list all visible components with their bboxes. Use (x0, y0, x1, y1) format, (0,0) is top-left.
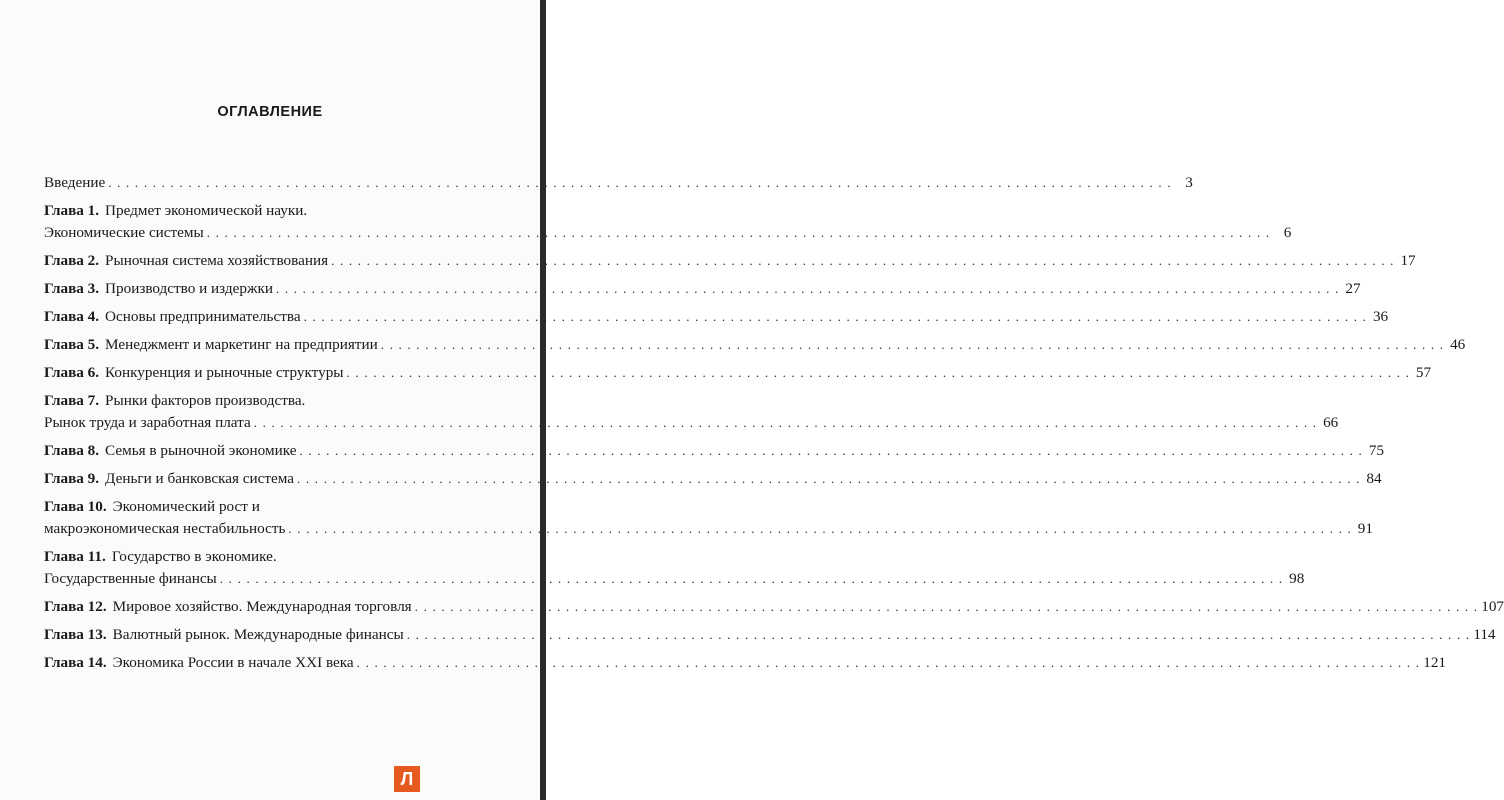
toc-line (44, 250, 1416, 272)
dot-leader: . . . . . . . . . . . . . . . . . . . . . . . . . . . . . . . . . . . . . . . . . . . . . . . . . . . . . . . . . . . . . . . . . . . . . . . . . . . . . . . . . . . . . . . . . . . . . . . . . . . . . . . . . . . . . . . . . . . . . . . . (206, 225, 1271, 240)
entry-title: Государственные финансы (44, 570, 217, 587)
dot-leader: . . . . . . . . . . . . . . . . . . . . . . . . . . . . . . . . . . . . . . . . . . . . . . . . . . . . . . . . . . . . . . . . . . . . . . . . . . . . . . . . . . . . . . . . . . . . . . . . . . . . . . . . . . . . . . . . . . . . . . . . (253, 415, 1318, 430)
toc-line (44, 306, 1389, 328)
entry-title: макроэкономическая нестабильность (44, 520, 286, 537)
page-number: 114 (1473, 626, 1496, 643)
entry-title: Рынок труда и заработная плата (44, 414, 251, 431)
toc-entry (44, 468, 1382, 490)
dot-leader: . . . . . . . . . . . . . . . . . . . . . . . . . . . . . . . . . . . . . . . . . . . . . . . . . . . . . . . . . . . . . . . . . . . . . . . . . . . . . . . . . . . . . . . . . . . . . . . . . . . . . . . . . . . . . . . . . . . . . . . . (275, 281, 1340, 296)
entry-title: Деньги и банковская система (105, 470, 294, 487)
toc-entry (44, 652, 1447, 674)
toc-line (44, 334, 1466, 356)
dot-leader: . . . . . . . . . . . . . . . . . . . . . . . . . . . . . . . . . . . . . . . . . . . . . . . . . . . . . . . . . . . . . . . . . . . . . . . . . . . . . . . . . . . . . . . . . . . . . . . . . . . . . . . . . . . . . . . . . . . . . . . . (356, 655, 1421, 670)
chapter-label: Глава 3. (44, 280, 100, 297)
page-number: 66 (1323, 414, 1339, 431)
toc-line (44, 390, 502, 412)
toc-entry (44, 250, 1416, 272)
chapter-label: Глава 4. (44, 308, 100, 325)
page-number: 84 (1366, 470, 1382, 487)
dot-leader: . . . . . . . . . . . . . . . . . . . . . . . . . . . . . . . . . . . . . . . . . . . . . . . . . . . . . . . . . . . . . . . . . . . . . . . . . . . . . . . . . . . . . . . . . . . . . . . . . . . . . . . . . . . . . . . . . . . . . . . . (414, 599, 1479, 614)
chapter-label: Глава 7. (44, 392, 100, 409)
page-number: 3 (1185, 174, 1193, 191)
toc-line (44, 546, 502, 568)
entry-title: Экономический рост и (112, 498, 260, 515)
toc-line (44, 412, 1339, 434)
toc-entry (44, 334, 1466, 356)
chapter-label: Глава 13. (44, 626, 107, 643)
chapter-label: Глава 12. (44, 598, 107, 615)
toc-entry (44, 390, 1339, 434)
toc-line (44, 222, 1292, 244)
dot-leader: . . . . . . . . . . . . . . . . . . . . . . . . . . . . . . . . . . . . . . . . . . . . . . . . . . . . . . . . . . . . . . . . . . . . . . . . . . . . . . . . . . . . . . . . . . . . . . . . . . . . . . . . . . . . . . . . . . . . . . . . (297, 471, 1361, 486)
entry-title: Валютный рынок. Международные финансы (112, 626, 404, 643)
toc-line (44, 624, 1496, 646)
dot-leader: . . . . . . . . . . . . . . . . . . . . . . . . . . . . . . . . . . . . . . . . . . . . . . . . . . . . . . . . . . . . . . . . . . . . . . . . . . . . . . . . . . . . . . . . . . . . . . . . . . . . . . . . . . . . . . . . . . . . . . . . (346, 365, 1411, 380)
entry-title: Рынки факторов производства. (105, 392, 306, 409)
toc-line (44, 496, 502, 518)
toc-line (44, 200, 502, 222)
page-number: 121 (1423, 654, 1447, 671)
chapter-label: Глава 9. (44, 470, 100, 487)
entry-title: Экономические системы (44, 224, 204, 241)
entry-title: Основы предпринимательства (105, 308, 301, 325)
toc-line (44, 440, 1384, 462)
page-number: 46 (1450, 336, 1466, 353)
chapter-label: Глава 5. (44, 336, 100, 353)
page-number: 98 (1289, 570, 1305, 587)
toc-entry (44, 496, 1373, 540)
entry-title: Экономика России в начале XXI века (112, 654, 354, 671)
toc-line (44, 278, 1361, 300)
entry-title: Производство и издержки (105, 280, 273, 297)
toc-entry (44, 624, 1496, 646)
entry-title: Рыночная система хозяйствования (105, 252, 329, 269)
chapter-label: Глава 14. (44, 654, 107, 671)
toc-entry (44, 440, 1384, 462)
toc-line (44, 596, 1504, 618)
entry-title: Конкуренция и рыночные структуры (105, 364, 344, 381)
toc-entry (44, 362, 1432, 384)
toc-line (44, 362, 1432, 384)
labirint-logo-icon: Л (394, 766, 420, 792)
page-number: 27 (1345, 280, 1361, 297)
chapter-label: Глава 2. (44, 252, 100, 269)
page-number: 91 (1357, 520, 1373, 537)
toc-entry (44, 200, 1292, 244)
dot-leader: . . . . . . . . . . . . . . . . . . . . . . . . . . . . . . . . . . . . . . . . . . . . . . . . . . . . . . . . . . . . . . . . . . . . . . . . . . . . . . . . . . . . . . . . . . . . . . . . . . . . . . . . . . . . . . . . . . . . . . . . (108, 175, 1172, 190)
toc-line (44, 172, 1193, 194)
page-number: 6 (1283, 224, 1292, 241)
page-number: 57 (1415, 364, 1432, 381)
page-number: 36 (1372, 308, 1389, 325)
entry-title: Предмет экономической науки. (105, 202, 308, 219)
toc-line (44, 568, 1305, 590)
entry-title: Введение (44, 174, 106, 191)
dot-leader: . . . . . . . . . . . . . . . . . . . . . . . . . . . . . . . . . . . . . . . . . . . . . . . . . . . . . . . . . . . . . . . . . . . . . . . . . . . . . . . . . . . . . . . . . . . . . . . . . . . . . . . . . . . . . . . . . . . . . . . . (303, 309, 1368, 324)
page-number: 17 (1400, 252, 1416, 269)
dot-leader: . . . . . . . . . . . . . . . . . . . . . . . . . . . . . . . . . . . . . . . . . . . . . . . . . . . . . . . . . . . . . . . . . . . . . . . . . . . . . . . . . . . . . . . . . . . . . . . . . . . . . . . . . . . . . . . . . . . . . . . . (406, 627, 1471, 642)
dot-leader: . . . . . . . . . . . . . . . . . . . . . . . . . . . . . . . . . . . . . . . . . . . . . . . . . . . . . . . . . . . . . . . . . . . . . . . . . . . . . . . . . . . . . . . . . . . . . . . . . . . . . . . . . . . . . . . . . . . . . . . . (219, 571, 1284, 586)
entry-title: Мировое хозяйство. Международная торговля (112, 598, 412, 615)
entry-title: Семья в рыночной экономике (105, 442, 297, 459)
entry-title: Государство в экономике. (111, 548, 277, 565)
entry-title: Менеджмент и маркетинг на предприятии (105, 336, 378, 353)
toc-entry (44, 278, 1361, 300)
dot-leader: . . . . . . . . . . . . . . . . . . . . . . . . . . . . . . . . . . . . . . . . . . . . . . . . . . . . . . . . . . . . . . . . . . . . . . . . . . . . . . . . . . . . . . . . . . . . . . . . . . . . . . . . . . . . . . . . . . . . . . . . (288, 521, 1352, 536)
toc-entry (44, 172, 1193, 194)
chapter-label: Глава 1. (44, 202, 100, 219)
toc-entry (44, 306, 1389, 328)
page-number: 75 (1368, 442, 1384, 459)
chapter-label: Глава 8. (44, 442, 100, 459)
page-number: 107 (1481, 598, 1504, 615)
dot-leader: . . . . . . . . . . . . . . . . . . . . . . . . . . . . . . . . . . . . . . . . . . . . . . . . . . . . . . . . . . . . . . . . . . . . . . . . . . . . . . . . . . . . . . . . . . . . . . . . . . . . . . . . . . . . . . . . . . . . . . . . (331, 253, 1395, 268)
toc-heading: ОГЛАВЛЕНИЕ (217, 104, 323, 120)
chapter-label: Глава 6. (44, 364, 100, 381)
toc-entry (44, 596, 1504, 618)
toc-line (44, 652, 1447, 674)
dot-leader: . . . . . . . . . . . . . . . . . . . . . . . . . . . . . . . . . . . . . . . . . . . . . . . . . . . . . . . . . . . . . . . . . . . . . . . . . . . . . . . . . . . . . . . . . . . . . . . . . . . . . . . . . . . . . . . . . . . . . . . . (299, 443, 1363, 458)
chapter-label: Глава 10. (44, 498, 107, 515)
toc-line (44, 468, 1382, 490)
table-of-contents (44, 172, 1504, 680)
toc-line (44, 518, 1373, 540)
chapter-label: Глава 11. (44, 548, 106, 565)
dot-leader: . . . . . . . . . . . . . . . . . . . . . . . . . . . . . . . . . . . . . . . . . . . . . . . . . . . . . . . . . . . . . . . . . . . . . . . . . . . . . . . . . . . . . . . . . . . . . . . . . . . . . . . . . . . . . . . . . . . . . . . . (380, 337, 1445, 352)
toc-entry (44, 546, 1305, 590)
